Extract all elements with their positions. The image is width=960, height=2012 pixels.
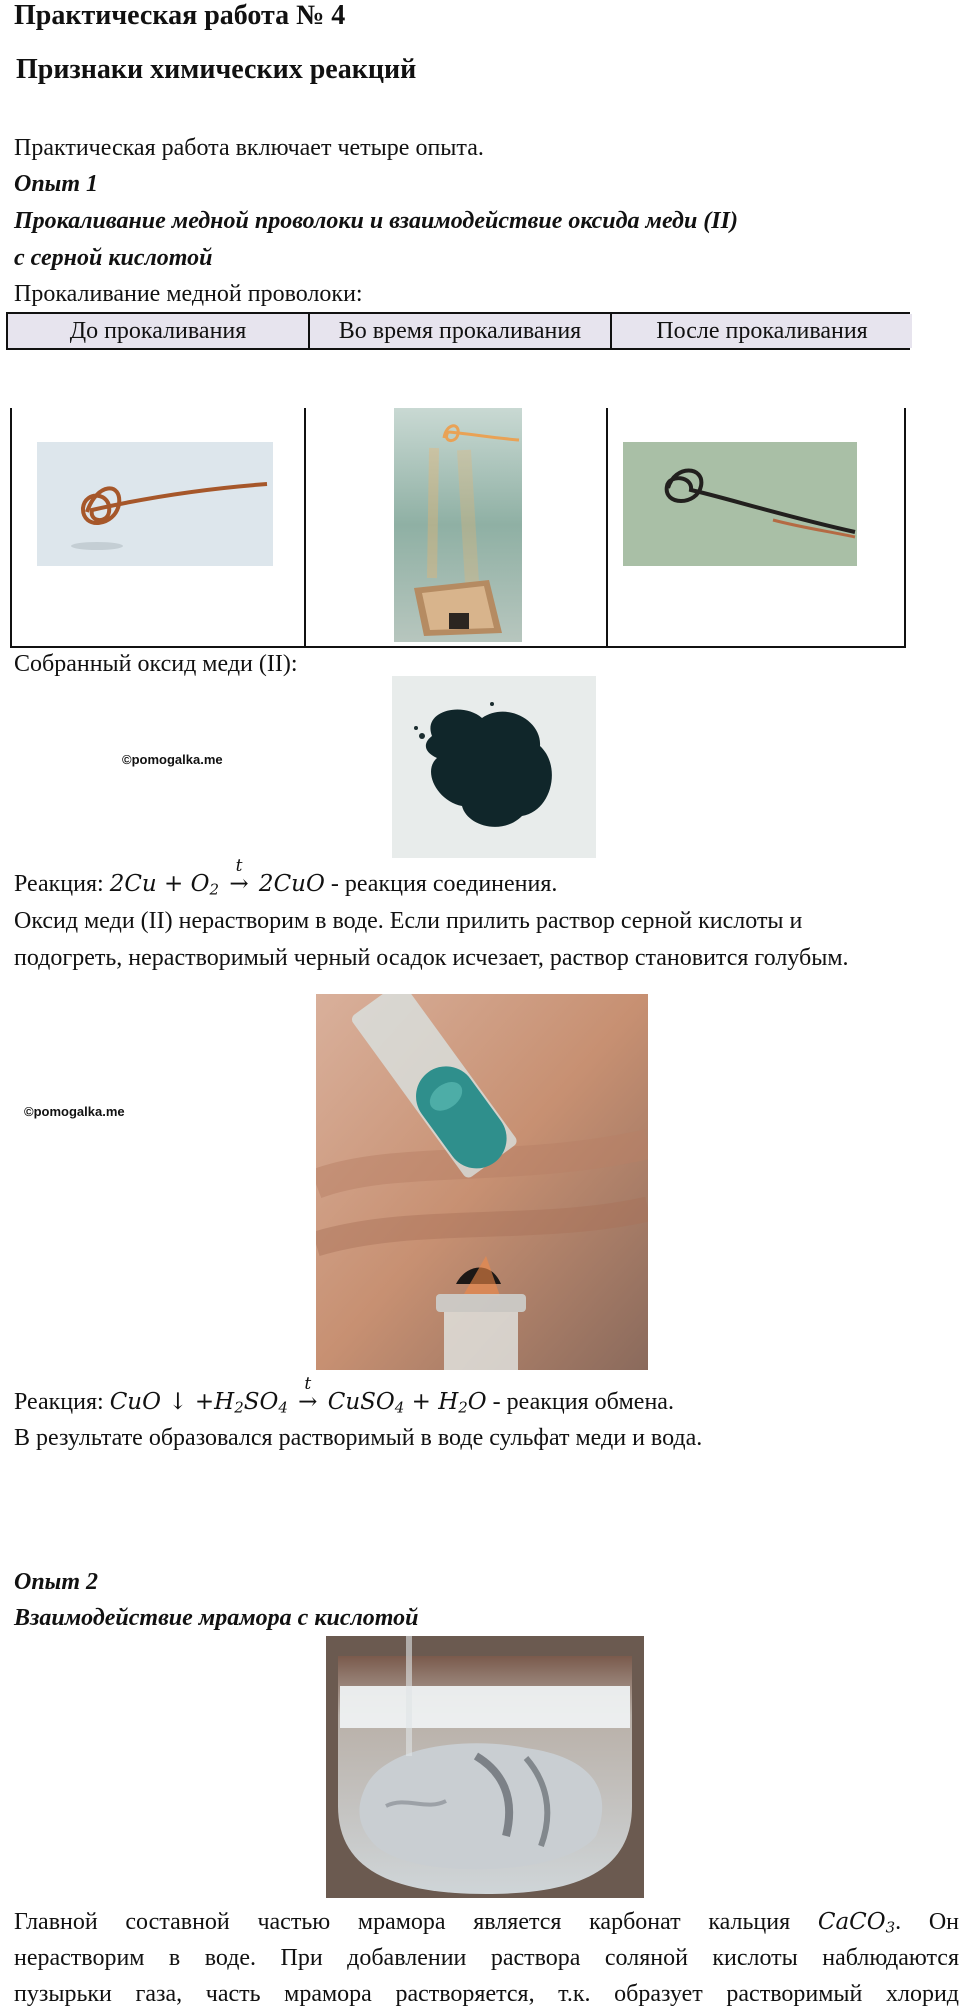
calcination-table-header [6,312,910,350]
para-line1: Оксид меди (II) нерастворим в воде. Если прилить раствор серной кислоты и [14,908,803,934]
exp1-label: Опыт 1 [14,171,98,197]
copper-wire-before-photo [37,442,273,566]
exp2-line3: пузырьки газа, часть мрамора растворяется, т.к. образует растворимый хлорид [14,1981,959,2007]
reaction1-suffix: - реакция соединения. [324,871,558,897]
table-header-after: После прокаливания [612,314,912,348]
test-tube-heating-photo [316,994,648,1370]
watermark-2: ©pomogalka.me [24,1104,125,1119]
reaction1 [14,856,558,908]
copper-wire-after-photo [623,442,857,566]
reaction2-prefix: Реакция: [14,1389,110,1415]
reaction1-prefix: Реакция: [14,871,110,897]
reaction2-suffix: - реакция обмена. [486,1389,674,1415]
result-text: В результате образовался растворимый в воде сульфат меди и вода. [14,1425,703,1451]
calcination-images-row [10,408,906,648]
reaction1-equation: $2Cu + O_2$ → t 2CuO [109,856,325,899]
copper-oxide-photo [392,676,596,858]
collected-oxide-label: Собранный оксид меди (II): [14,651,298,677]
exp1-heading-line1: Прокаливание медной проволоки и взаимодействие оксида меди (II) [14,208,738,234]
exp2-label: Опыт 2 [14,1569,98,1595]
table-header-during: Во время прокаливания [310,314,612,348]
exp2-line2: нерастворим в воде. При добавлении раствора соляной кислоты наблюдаются [14,1945,959,1971]
intro-text: Практическая работа включает четыре опыта. [14,135,484,161]
page-title: Практическая работа № 4 [14,0,346,31]
copper-wire-heating-photo [394,408,522,642]
para-line2: подогреть, нерастворимый черный осадок исчезает, раствор становится голубым. [14,945,849,971]
exp1-sub: Прокаливание медной проволоки: [14,281,363,307]
table-header-before: До прокаливания [8,314,310,348]
page-subtitle: Признаки химических реакций [16,54,417,85]
exp1-heading-line2: с серной кислотой [14,245,213,271]
marble-acid-photo [326,1636,644,1898]
reaction2-equation: CuO ↓ $+H_2SO_4$ → t CuSO$_4$ + $H_2O$ [109,1374,487,1417]
exp2-heading: Взаимодействие мрамора с кислотой [14,1605,419,1631]
watermark-1: ©pomogalka.me [122,752,223,767]
exp2-line1: Главной составной частью мрамора является карбонат кальция CaCO$_3$. Он [14,1909,959,1937]
caco3-formula: CaCO$_3$ [817,1909,896,1937]
